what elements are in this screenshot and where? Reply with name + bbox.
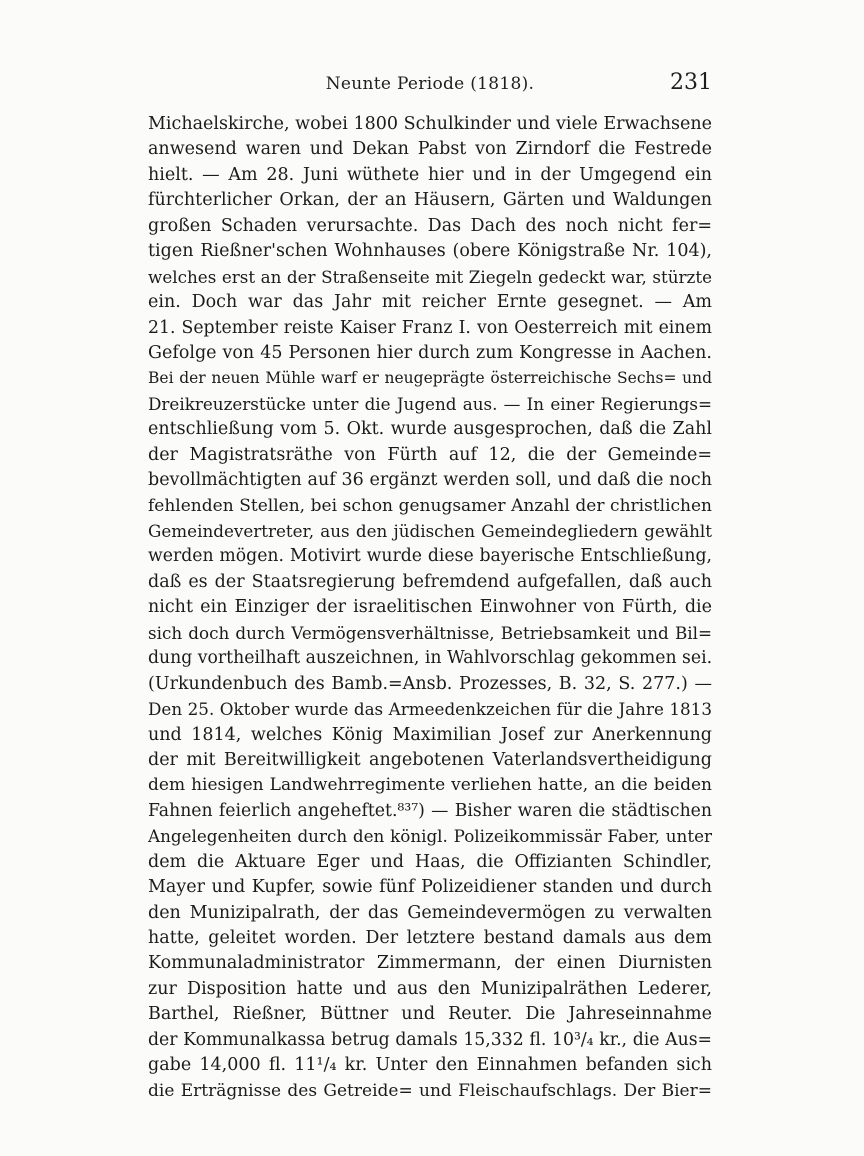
text-line: großen Schaden verursachte. Das Dach des noch nicht fer=	[148, 215, 712, 236]
text-line: Bei der neuen Mühle warf er neugeprägte österreichische Sechs= und	[148, 369, 712, 388]
text-line: die Erträgnisse des Getreide= und Fleischaufschlags. Der Bier=	[148, 1080, 712, 1101]
text-line: ein. Doch war das Jahr mit reicher Ernte gesegnet. — Am	[148, 292, 712, 313]
text-line: hatte, geleitet worden. Der letztere bestand damals aus dem	[148, 928, 712, 948]
text-line: Kommunaladministrator Zimmermann, der einen Diurnisten	[148, 953, 712, 974]
page-number: 231	[670, 70, 712, 95]
text-line: Angelegenheiten durch den königl. Polizeikommissär Faber, unter	[148, 826, 712, 847]
text-line: sich doch durch Vermögensverhältnisse, Betriebsamkeit und Bil=	[148, 622, 712, 643]
text-line: daß es der Staatsregierung befremdend aufgefallen, daß auch	[148, 571, 712, 592]
text-line: anwesend waren und Dekan Pabst von Zirndorf die Festrede	[148, 139, 712, 160]
text-line: Gemeindevertreter, aus den jüdischen Gemeindegliedern gewählt	[148, 521, 712, 541]
text-line: der Magistratsräthe von Fürth auf 12, die der Gemeinde=	[148, 444, 712, 465]
text-line: und 1814, welches König Maximilian Josef zur Anerkennung	[148, 724, 712, 745]
text-line: der Kommunalkassa betrug damals 15,332 fl. 10³/₄ kr., die Aus=	[148, 1029, 712, 1050]
text-line: welches erst an der Straßenseite mit Ziegeln gedeckt war, stürzte	[148, 266, 712, 287]
running-head	[148, 70, 712, 100]
text-line: hielt. — Am 28. Juni wüthete hier und in der Umgegend ein	[148, 164, 712, 185]
text-line: Mayer und Kupfer, sowie fünf Polizeidiener standen und durch	[148, 877, 712, 898]
text-line: Den 25. Oktober wurde das Armeedenkzeichen für die Jahre 1813	[148, 699, 712, 720]
text-line: Fahnen feierlich angeheftet.⁸³⁷) — Bisher waren die städtischen	[148, 800, 712, 821]
text-line: gabe 14,000 fl. 11¹/₄ kr. Unter den Einnahmen befanden sich	[148, 1055, 712, 1076]
text-line: 21. September reiste Kaiser Franz I. von Oesterreich mit einem	[148, 317, 712, 338]
text-line: dem hiesigen Landwehrregimente verliehen hatte, an die beiden	[148, 775, 712, 796]
text-line: dung vortheilhaft auszeichnen, in Wahlvorschlag gekommen sei.	[148, 648, 712, 669]
text-line: bevollmächtigten auf 36 ergänzt werden soll, und daß die noch	[148, 470, 712, 491]
text-line: (Urkundenbuch des Bamb.=Ansb. Prozesses, B. 32, S. 277.) —	[148, 673, 712, 694]
text-line: werden mögen. Motivirt wurde diese bayerische Entschließung,	[148, 546, 712, 567]
text-line: entschließung vom 5. Okt. wurde ausgesprochen, daß die Zahl	[148, 419, 712, 440]
text-line: den Munizipalrath, der das Gemeindevermögen zu verwalten	[148, 902, 712, 923]
text-line: nicht ein Einziger der israelitischen Einwohner von Fürth, die	[148, 597, 712, 618]
text-line: der mit Bereitwilligkeit angebotenen Vaterlandsvertheidigung	[148, 749, 712, 770]
text-line: fürchterlicher Orkan, der an Häusern, Gärten und Waldungen	[148, 190, 712, 211]
text-line: Barthel, Rießner, Büttner und Reuter. Die Jahreseinnahme	[148, 1004, 712, 1025]
text-line: dem die Aktuare Eger und Haas, die Offizianten Schindler,	[148, 851, 712, 872]
text-line: Michaelskirche, wobei 1800 Schulkinder und viele Erwachsene	[148, 114, 712, 134]
body-text	[148, 112, 712, 1104]
text-line: tigen Rießner'schen Wohnhauses (obere Königstraße Nr. 104),	[148, 241, 712, 262]
text-line: zur Disposition hatte und aus den Munizipalräthen Lederer,	[148, 978, 712, 999]
text-line: Gefolge von 45 Personen hier durch zum Kongresse in Aachen.	[148, 342, 712, 363]
running-title: Neunte Periode (1818).	[325, 74, 535, 94]
text-line: fehlenden Stellen, bei schon genugsamer Anzahl der christlichen	[148, 495, 712, 516]
text-line: Dreikreuzerstücke unter die Jugend aus. — In einer Regierungs=	[148, 393, 712, 414]
